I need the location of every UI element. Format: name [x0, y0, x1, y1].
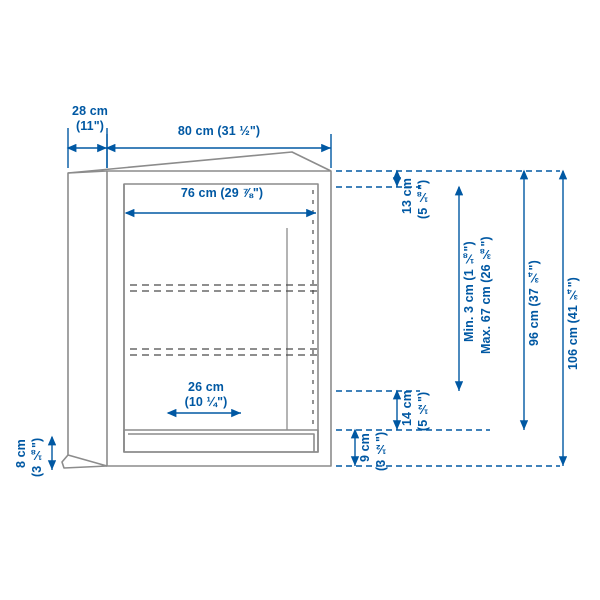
- label-width-outer: 80 cm (31 ½"): [177, 124, 261, 138]
- label-foot-inch: (3 ⅛"): [30, 437, 44, 477]
- label-plinth: 9 cm: [358, 433, 372, 463]
- inner-opening: [124, 184, 318, 452]
- label-depth: [60, 104, 120, 134]
- label-shelf-range-min: Min. 3 cm (1 ⅛"): [462, 241, 476, 343]
- label-interior-height: 96 cm (37 ¾"): [527, 260, 541, 346]
- label-plinth-inch: (3 ½"): [374, 431, 388, 471]
- label-depth-cm: 28 cm: [72, 104, 108, 118]
- label-top-gap: [400, 160, 415, 232]
- label-depth-inch: (11"): [76, 118, 104, 133]
- label-width-inner: 76 cm (29 ⅞"): [180, 186, 264, 200]
- label-total-height: 106 cm (41 ¾"): [566, 277, 580, 371]
- label-top-gap-inch: (5 ⅛"): [416, 179, 430, 219]
- label-shelf-small: [150, 380, 262, 410]
- front-frame: [107, 171, 331, 466]
- label-foot: 8 cm: [14, 439, 28, 469]
- label-bottom-gap-inch: (5 ½"): [416, 391, 430, 431]
- foot-left: [62, 455, 107, 468]
- plinth-face: [128, 434, 314, 452]
- label-bottom-gap: 14 cm: [400, 390, 414, 426]
- label-shelf-range-max: Max. 67 cm (26 ⅜"): [479, 236, 493, 354]
- shelves: [130, 285, 318, 355]
- label-shelf-small-inch: (10 ¼"): [184, 394, 228, 409]
- label-shelf-small-cm: 26 cm: [188, 380, 224, 394]
- label-top-gap-cm: 13 cm: [400, 178, 414, 214]
- top-panel: [68, 171, 107, 466]
